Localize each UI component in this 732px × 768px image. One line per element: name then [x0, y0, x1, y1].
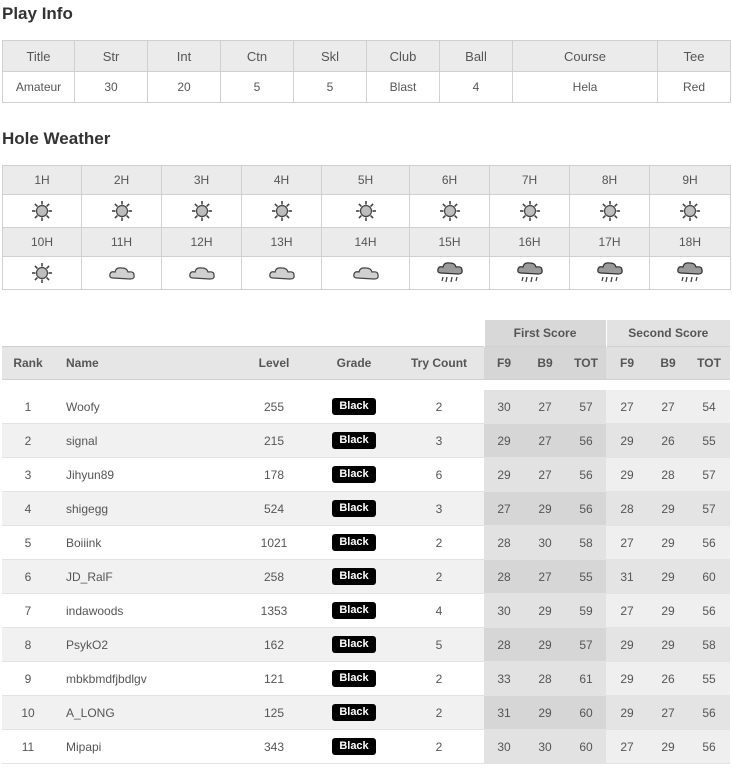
try-count-cell: 5 [394, 628, 484, 662]
header-second-f9[interactable]: F9 [606, 347, 648, 380]
hole-weather-cell [490, 257, 570, 290]
second-f9-cell: 29 [606, 458, 648, 492]
first-f9-cell: 30 [484, 730, 524, 764]
second-f9-cell: 28 [606, 492, 648, 526]
player-name[interactable]: Jihyun89 [54, 458, 234, 492]
hole-weather-cell [650, 257, 731, 290]
hole-weather-cell [242, 257, 322, 290]
hole-weather-cell [490, 195, 570, 228]
sunny-icon [570, 200, 649, 222]
first-b9-cell: 29 [524, 628, 566, 662]
rank-cell: 3 [2, 458, 54, 492]
grade-badge: Black [332, 704, 375, 721]
cloudy-icon [242, 263, 321, 283]
try-count-cell: 6 [394, 458, 484, 492]
hole-label: 14H [322, 228, 410, 257]
try-count-cell: 3 [394, 424, 484, 458]
group-header-second-score: Second Score [606, 320, 730, 347]
player-name[interactable]: JD_RalF [54, 560, 234, 594]
hole-label: 13H [242, 228, 322, 257]
table-row[interactable] [2, 458, 730, 492]
rain-icon [410, 260, 489, 286]
hole-label: 16H [490, 228, 570, 257]
level-cell: 1021 [234, 526, 314, 560]
first-tot-cell: 56 [566, 424, 606, 458]
second-tot-cell: 55 [688, 662, 730, 696]
second-f9-cell: 29 [606, 696, 648, 730]
level-cell: 1353 [234, 594, 314, 628]
second-tot-cell: 56 [688, 730, 730, 764]
sunny-icon [490, 200, 569, 222]
rank-cell: 2 [2, 424, 54, 458]
hole-label: 12H [162, 228, 242, 257]
hole-weather-cell [322, 195, 410, 228]
level-cell: 258 [234, 560, 314, 594]
header-first-tot[interactable]: TOT [566, 347, 606, 380]
level-cell: 215 [234, 424, 314, 458]
play-header-ctn: Ctn [221, 41, 294, 72]
second-tot-cell: 54 [688, 390, 730, 424]
rank-cell: 11 [2, 730, 54, 764]
play-value-ball: 4 [440, 72, 513, 103]
table-spacer [2, 380, 730, 391]
header-first-f9[interactable]: F9 [484, 347, 524, 380]
header-rank[interactable]: Rank [2, 347, 54, 380]
player-name[interactable]: Boiiink [54, 526, 234, 560]
player-name[interactable]: indawoods [54, 594, 234, 628]
play-info-table [2, 40, 731, 103]
sunny-icon [410, 200, 489, 222]
cloudy-icon [82, 263, 161, 283]
rank-cell: 7 [2, 594, 54, 628]
first-b9-cell: 27 [524, 458, 566, 492]
level-cell: 162 [234, 628, 314, 662]
play-value-club: Blast [367, 72, 440, 103]
play-value-str: 30 [75, 72, 148, 103]
play-value-course: Hela [513, 72, 658, 103]
second-b9-cell: 29 [648, 594, 688, 628]
player-name[interactable]: shigegg [54, 492, 234, 526]
header-first-b9[interactable]: B9 [524, 347, 566, 380]
play-value-tee: Red [658, 72, 731, 103]
hole-weather-cell [242, 195, 322, 228]
hole-weather-table [2, 165, 731, 290]
header-try-count[interactable]: Try Count [394, 347, 484, 380]
hole-label: 15H [410, 228, 490, 257]
header-grade[interactable]: Grade [314, 347, 394, 380]
grade-badge: Black [332, 670, 375, 687]
first-b9-cell: 29 [524, 492, 566, 526]
try-count-cell: 2 [394, 730, 484, 764]
first-b9-cell: 29 [524, 594, 566, 628]
try-count-cell: 2 [394, 390, 484, 424]
play-value-skl: 5 [294, 72, 367, 103]
player-name[interactable]: Woofy [54, 390, 234, 424]
hole-weather-cell [570, 257, 650, 290]
hole-label: 8H [570, 166, 650, 195]
level-cell: 524 [234, 492, 314, 526]
hole-weather-cell [410, 257, 490, 290]
grade-cell [314, 492, 394, 526]
first-f9-cell: 27 [484, 492, 524, 526]
play-info-heading: Play Info [2, 4, 73, 23]
first-f9-cell: 30 [484, 594, 524, 628]
first-b9-cell: 30 [524, 730, 566, 764]
table-row[interactable] [2, 424, 730, 458]
hole-label: 4H [242, 166, 322, 195]
grade-badge: Black [332, 500, 375, 517]
first-b9-cell: 29 [524, 696, 566, 730]
hole-weather-cell [82, 257, 162, 290]
table-row[interactable] [2, 594, 730, 628]
play-header-title: Title [3, 41, 75, 72]
first-tot-cell: 57 [566, 390, 606, 424]
hole-label: 3H [162, 166, 242, 195]
table-row[interactable] [2, 526, 730, 560]
second-tot-cell: 57 [688, 492, 730, 526]
sunny-icon [650, 200, 730, 222]
first-b9-cell: 27 [524, 560, 566, 594]
play-header-int: Int [148, 41, 221, 72]
level-cell: 125 [234, 696, 314, 730]
grade-cell [314, 390, 394, 424]
first-tot-cell: 59 [566, 594, 606, 628]
first-f9-cell: 28 [484, 526, 524, 560]
hole-weather-cell [82, 195, 162, 228]
second-f9-cell: 29 [606, 424, 648, 458]
second-b9-cell: 29 [648, 628, 688, 662]
play-header-course: Course [513, 41, 658, 72]
second-tot-cell: 58 [688, 628, 730, 662]
player-name[interactable]: signal [54, 424, 234, 458]
hole-weather-cell [3, 195, 82, 228]
second-b9-cell: 26 [648, 662, 688, 696]
hole-label: 6H [410, 166, 490, 195]
second-b9-cell: 29 [648, 560, 688, 594]
second-b9-cell: 29 [648, 730, 688, 764]
second-tot-cell: 60 [688, 560, 730, 594]
second-b9-cell: 26 [648, 424, 688, 458]
grade-cell [314, 662, 394, 696]
sunny-icon [162, 200, 241, 222]
table-row[interactable] [2, 730, 730, 764]
header-second-b9[interactable]: B9 [648, 347, 688, 380]
try-count-cell: 2 [394, 560, 484, 594]
grade-cell [314, 696, 394, 730]
grade-badge: Black [332, 534, 375, 551]
try-count-cell: 2 [394, 526, 484, 560]
first-f9-cell: 29 [484, 424, 524, 458]
try-count-cell: 4 [394, 594, 484, 628]
sunny-icon [3, 262, 81, 284]
hole-label: 5H [322, 166, 410, 195]
second-f9-cell: 27 [606, 594, 648, 628]
header-name[interactable]: Name [54, 347, 234, 380]
second-b9-cell: 29 [648, 492, 688, 526]
first-f9-cell: 31 [484, 696, 524, 730]
ranking-table [2, 320, 730, 764]
second-f9-cell: 29 [606, 662, 648, 696]
second-f9-cell: 31 [606, 560, 648, 594]
first-b9-cell: 28 [524, 662, 566, 696]
cloudy-icon [322, 263, 409, 283]
level-cell: 255 [234, 390, 314, 424]
first-f9-cell: 33 [484, 662, 524, 696]
group-header-spacer [2, 320, 484, 347]
second-tot-cell: 56 [688, 696, 730, 730]
table-row[interactable] [2, 560, 730, 594]
hole-weather-cell [322, 257, 410, 290]
rank-cell: 8 [2, 628, 54, 662]
rain-icon [650, 260, 730, 286]
rank-cell: 5 [2, 526, 54, 560]
second-b9-cell: 28 [648, 458, 688, 492]
table-row[interactable] [2, 628, 730, 662]
first-b9-cell: 30 [524, 526, 566, 560]
level-cell: 121 [234, 662, 314, 696]
first-f9-cell: 28 [484, 628, 524, 662]
hole-weather-cell [410, 195, 490, 228]
table-row[interactable] [2, 390, 730, 424]
first-f9-cell: 29 [484, 458, 524, 492]
first-tot-cell: 61 [566, 662, 606, 696]
hole-label: 2H [82, 166, 162, 195]
first-b9-cell: 27 [524, 424, 566, 458]
grade-cell [314, 424, 394, 458]
hole-weather-heading: Hole Weather [2, 129, 111, 148]
rain-icon [490, 260, 569, 286]
play-header-skl: Skl [294, 41, 367, 72]
first-tot-cell: 56 [566, 492, 606, 526]
sunny-icon [322, 200, 409, 222]
second-f9-cell: 29 [606, 628, 648, 662]
rank-cell: 6 [2, 560, 54, 594]
rain-icon [570, 260, 649, 286]
first-tot-cell: 60 [566, 730, 606, 764]
player-name[interactable]: mbkbmdfjbdlgv [54, 662, 234, 696]
hole-label: 18H [650, 228, 731, 257]
player-name[interactable]: PsykO2 [54, 628, 234, 662]
rank-cell: 4 [2, 492, 54, 526]
grade-badge: Black [332, 398, 375, 415]
play-header-ball: Ball [440, 41, 513, 72]
sunny-icon [82, 200, 161, 222]
grade-badge: Black [332, 568, 375, 585]
rank-cell: 1 [2, 390, 54, 424]
grade-badge: Black [332, 432, 375, 449]
try-count-cell: 2 [394, 662, 484, 696]
rank-cell: 9 [2, 662, 54, 696]
table-row[interactable] [2, 662, 730, 696]
play-value-title: Amateur [3, 72, 75, 103]
table-row[interactable] [2, 696, 730, 730]
group-header-first-score: First Score [484, 320, 606, 347]
play-header-tee: Tee [658, 41, 731, 72]
first-tot-cell: 60 [566, 696, 606, 730]
second-tot-cell: 56 [688, 594, 730, 628]
grade-cell [314, 560, 394, 594]
play-value-int: 20 [148, 72, 221, 103]
hole-weather-cell [162, 257, 242, 290]
grade-badge: Black [332, 466, 375, 483]
hole-weather-cell [3, 257, 82, 290]
level-cell: 178 [234, 458, 314, 492]
second-f9-cell: 27 [606, 730, 648, 764]
grade-badge: Black [332, 636, 375, 653]
hole-weather-cell [650, 195, 731, 228]
table-row[interactable] [2, 492, 730, 526]
first-tot-cell: 55 [566, 560, 606, 594]
sunny-icon [242, 200, 321, 222]
player-name[interactable]: Mipapi [54, 730, 234, 764]
grade-cell [314, 730, 394, 764]
second-f9-cell: 27 [606, 390, 648, 424]
grade-cell [314, 628, 394, 662]
hole-label: 1H [3, 166, 82, 195]
grade-badge: Black [332, 602, 375, 619]
second-tot-cell: 57 [688, 458, 730, 492]
hole-weather-cell [570, 195, 650, 228]
second-b9-cell: 29 [648, 526, 688, 560]
grade-cell [314, 594, 394, 628]
first-f9-cell: 28 [484, 560, 524, 594]
grade-badge: Black [332, 738, 375, 755]
first-tot-cell: 58 [566, 526, 606, 560]
play-value-ctn: 5 [221, 72, 294, 103]
level-cell: 343 [234, 730, 314, 764]
grade-cell [314, 526, 394, 560]
play-header-str: Str [75, 41, 148, 72]
hole-label: 17H [570, 228, 650, 257]
play-header-club: Club [367, 41, 440, 72]
second-tot-cell: 56 [688, 526, 730, 560]
sunny-icon [3, 200, 81, 222]
hole-label: 7H [490, 166, 570, 195]
second-b9-cell: 27 [648, 696, 688, 730]
try-count-cell: 2 [394, 696, 484, 730]
hole-label: 10H [3, 228, 82, 257]
hole-label: 11H [82, 228, 162, 257]
second-tot-cell: 55 [688, 424, 730, 458]
second-f9-cell: 27 [606, 526, 648, 560]
second-b9-cell: 27 [648, 390, 688, 424]
grade-cell [314, 458, 394, 492]
player-name[interactable]: A_LONG [54, 696, 234, 730]
header-level[interactable]: Level [234, 347, 314, 380]
first-f9-cell: 30 [484, 390, 524, 424]
first-b9-cell: 27 [524, 390, 566, 424]
hole-weather-cell [162, 195, 242, 228]
header-second-tot[interactable]: TOT [688, 347, 730, 380]
first-tot-cell: 57 [566, 628, 606, 662]
hole-label: 9H [650, 166, 731, 195]
cloudy-icon [162, 263, 241, 283]
try-count-cell: 3 [394, 492, 484, 526]
rank-cell: 10 [2, 696, 54, 730]
first-tot-cell: 56 [566, 458, 606, 492]
